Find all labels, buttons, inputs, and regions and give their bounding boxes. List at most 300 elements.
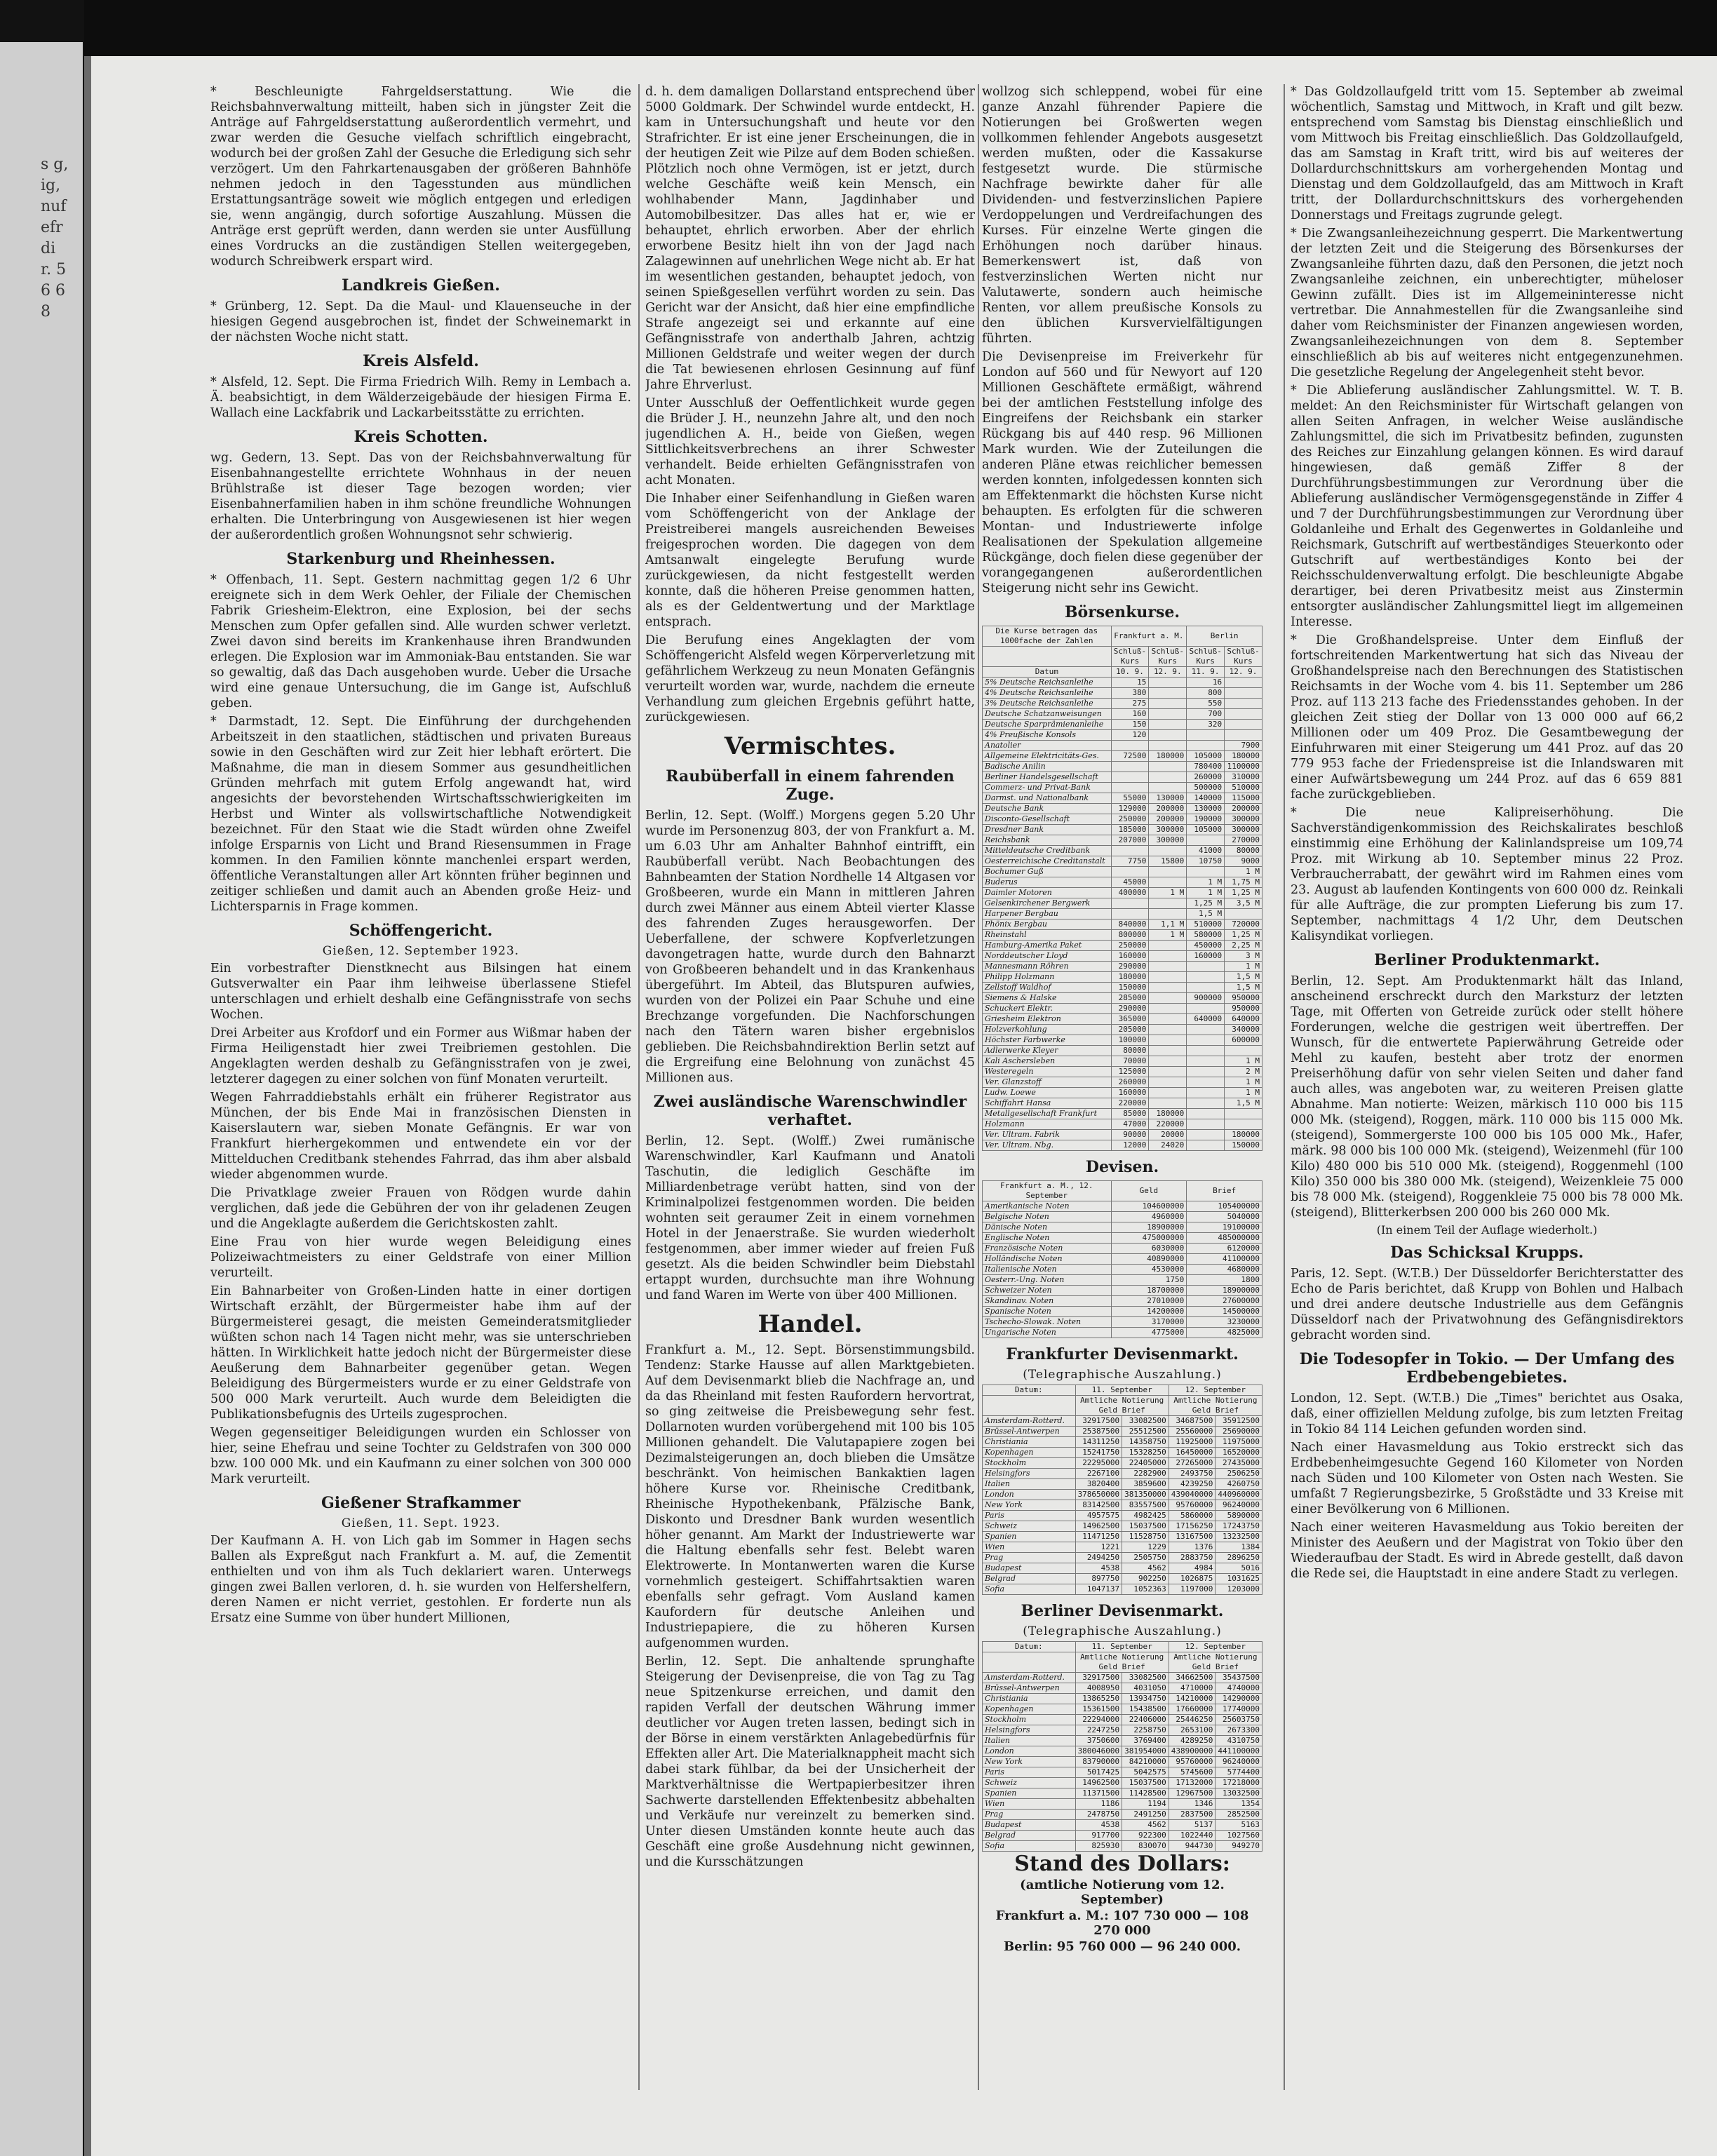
cell-value: 1 M	[1187, 877, 1225, 888]
row-label: 3% Deutsche Reichsanleihe	[983, 699, 1112, 709]
cell-value: 300000	[1225, 814, 1262, 825]
cell-value: 4960000	[1111, 1212, 1187, 1222]
cell-value: 34687500	[1169, 1416, 1216, 1427]
cell-value	[1187, 1067, 1225, 1077]
cell-value: 2493750	[1169, 1469, 1216, 1479]
cell-value: 27600000	[1187, 1296, 1262, 1307]
cell-value: 96240000	[1216, 1757, 1262, 1767]
cell-value: 1 M	[1225, 867, 1262, 877]
cell-value: 4984	[1169, 1563, 1216, 1574]
article-paragraph: Unter Ausschluß der Oeffentlichkeit wurde gegen die Brüder J. H., neunzehn Jahre alt, und den noch jugendlichen A. H., beide von Gießen, wegen Sittlichkeitsverbrechens an ihrer Schwester verhandelt. Beide erhielten Gefängnisstrafen von acht Monaten.	[645, 396, 975, 487]
table-row	[983, 846, 1262, 856]
cell-value: 380	[1111, 688, 1149, 699]
article-paragraph: Eine Frau von hier wurde wegen Beleidigung eines Polizeiwachtmeisters zu einer Geldstrafe von einer Million verurteilt.	[210, 1235, 631, 1280]
row-label: Helsingfors	[983, 1469, 1076, 1479]
cell-value: 12967500	[1169, 1788, 1216, 1799]
cell-value: 14200000	[1111, 1307, 1187, 1317]
table-row	[983, 1317, 1262, 1328]
column-3	[982, 84, 1262, 2118]
cell-value: 4825000	[1187, 1328, 1262, 1338]
section-heading: Vermischtes.	[724, 732, 896, 760]
column-header: Datum:	[983, 1642, 1076, 1652]
cell-value: 260000	[1187, 772, 1225, 783]
devisen-table	[982, 1180, 1262, 1338]
table-row	[983, 1056, 1262, 1067]
table-row	[983, 1532, 1262, 1542]
cell-value: 70000	[1111, 1056, 1149, 1067]
row-label: Tschecho-Slowak. Noten	[983, 1317, 1112, 1328]
table-row	[983, 888, 1262, 898]
cell-value: 260000	[1111, 1077, 1149, 1088]
cell-value: 17156250	[1169, 1521, 1216, 1532]
cell-value: 381350000	[1122, 1490, 1169, 1500]
row-label: Budapest	[983, 1820, 1076, 1831]
cell-value: 290000	[1111, 962, 1149, 972]
cell-value: 5774400	[1216, 1767, 1262, 1778]
cell-value	[1111, 846, 1149, 856]
section-heading: Starkenburg und Rheinhessen.	[286, 550, 556, 568]
cell-value: 1,25 M	[1225, 888, 1262, 898]
cell-value: 1229	[1122, 1542, 1169, 1553]
cell-value	[1149, 772, 1187, 783]
table-row	[983, 1109, 1262, 1119]
cell-value: 275	[1111, 699, 1149, 709]
table-subtitle: (Telegraphische Auszahlung.)	[1023, 1368, 1222, 1382]
cell-value: 1,5 M	[1225, 1098, 1262, 1109]
table-row	[983, 1088, 1262, 1098]
dateline: Gießen, 12. September 1923.	[322, 944, 520, 958]
section-heading: Das Schicksal Krupps.	[1390, 1244, 1584, 1262]
cell-value: 2653100	[1169, 1725, 1216, 1736]
table-row	[983, 1275, 1262, 1286]
column-header: Amtliche Notierung Geld Brief	[1075, 1396, 1169, 1416]
cell-value	[1111, 898, 1149, 909]
table-row	[983, 1014, 1262, 1025]
cell-value	[1111, 867, 1149, 877]
cell-value: 25690000	[1216, 1427, 1262, 1437]
cell-value: 72500	[1111, 751, 1149, 762]
cell-value: 1 M	[1149, 930, 1187, 941]
row-label: Gelsenkirchener Bergwerk	[983, 898, 1112, 909]
cell-value: 5745600	[1169, 1767, 1216, 1778]
cell-value: 6030000	[1111, 1244, 1187, 1254]
cell-value: 2247250	[1075, 1725, 1122, 1736]
cell-value	[1187, 867, 1225, 877]
cell-value: 700	[1187, 709, 1225, 720]
cell-value: 120	[1111, 730, 1149, 741]
cell-value	[1111, 772, 1149, 783]
cell-value	[1187, 1025, 1225, 1035]
cell-value: 300000	[1225, 825, 1262, 835]
cell-value: 3859600	[1122, 1479, 1169, 1490]
dateline: Gießen, 11. Sept. 1923.	[341, 1516, 501, 1530]
row-label: Dresdner Bank	[983, 825, 1112, 835]
cell-value: 185000	[1111, 825, 1149, 835]
cell-value: 4740000	[1216, 1683, 1262, 1694]
table-row	[983, 1841, 1262, 1852]
table-row	[983, 1254, 1262, 1265]
previous-page-edge	[0, 42, 83, 2156]
table-row	[983, 1416, 1262, 1427]
row-label: Holzmann	[983, 1119, 1112, 1130]
table-row	[983, 1767, 1262, 1778]
column-header: 10. 9.	[1111, 667, 1149, 678]
cell-value: 5016	[1216, 1563, 1262, 1574]
column-header: 11. 9.	[1187, 667, 1225, 678]
row-label: Italien	[983, 1736, 1076, 1746]
scan-border-top	[0, 0, 1717, 56]
cell-value: 5860000	[1169, 1511, 1216, 1521]
cell-value: 40890000	[1111, 1254, 1187, 1265]
cell-value: 3170000	[1111, 1317, 1187, 1328]
cell-value: 14500000	[1187, 1307, 1262, 1317]
table-row	[983, 1427, 1262, 1437]
article-paragraph: Die Privatklage zweier Frauen von Rödgen wurde dahin verglichen, daß jede die Gebühren der von ihr geladenen Zeugen und die Angeklagte außerdem die Gerichtskosten zahlt.	[210, 1186, 631, 1231]
article-paragraph: Nach einer Havasmeldung aus Tokio erstreckt sich das Erdbebenheimgesuchte Gegend 160 Kilometer von Norden nach Süden und 100 Kilometer von Osten nach Westen. Sie umfaßt 7 Regierungsbezirke, 5 Großstädte und 33 Kreise mit einer Bevölkerung von 6 Millionen.	[1291, 1441, 1683, 1516]
table-row	[983, 1004, 1262, 1014]
cell-value: 24020	[1149, 1140, 1187, 1151]
cell-value: 365000	[1111, 1014, 1149, 1025]
row-label: Spanische Noten	[983, 1307, 1112, 1317]
column-header: Berlin	[1187, 626, 1262, 647]
article-paragraph: Die Inhaber einer Seifenhandlung in Gießen waren vom Schöffengericht von der Anklage der Preistreiberei mangels ausreichenden Beweises freigesprochen worden. Die dagegen von dem Amtsanwalt eingelegte Berufung wurde zurückgewiesen, da nicht festgestellt werden konnte, daß die höheren Preise genommen hatten, als es der Geldentwertung und der Marktlage entsprach.	[645, 492, 975, 629]
row-label: Badische Anilin	[983, 762, 1112, 772]
cell-value: 1376	[1169, 1542, 1216, 1553]
cell-value: 3,5 M	[1225, 898, 1262, 909]
cell-value	[1149, 678, 1187, 688]
table-row	[983, 1244, 1262, 1254]
table-row	[983, 741, 1262, 751]
row-label: Höchster Farbwerke	[983, 1035, 1112, 1046]
cell-value: 439040000	[1169, 1490, 1216, 1500]
cell-value: 1384	[1216, 1542, 1262, 1553]
cell-value: 4530000	[1111, 1265, 1187, 1275]
cell-value: 220000	[1149, 1119, 1187, 1130]
table-header-row	[983, 626, 1262, 647]
row-label: Prag	[983, 1553, 1076, 1563]
cell-value: 25512500	[1122, 1427, 1169, 1437]
cell-value: 17218000	[1216, 1778, 1262, 1788]
cell-value: 1750	[1111, 1275, 1187, 1286]
cell-value: 180000	[1149, 751, 1187, 762]
cell-value: 25560000	[1169, 1427, 1216, 1437]
cell-value: 1027560	[1216, 1831, 1262, 1841]
row-label: Amsterdam-Rotterd.	[983, 1673, 1076, 1683]
cell-value: 510000	[1187, 919, 1225, 930]
column-header: Schluß-Kurs	[1111, 647, 1149, 667]
row-label: Kali Aschersleben	[983, 1056, 1112, 1067]
table-row	[983, 919, 1262, 930]
cell-value: 13032500	[1216, 1788, 1262, 1799]
cell-value	[1149, 993, 1187, 1004]
table-row	[983, 867, 1262, 877]
cell-value: 4538	[1075, 1820, 1122, 1831]
cell-value: 4957575	[1075, 1511, 1122, 1521]
table-row	[983, 1307, 1262, 1317]
cell-value: 285000	[1111, 993, 1149, 1004]
cell-value: 2494250	[1075, 1553, 1122, 1563]
column-rule	[978, 84, 979, 2090]
table-row	[983, 1469, 1262, 1479]
column-header: Schluß-Kurs	[1225, 647, 1262, 667]
cell-value: 125000	[1111, 1067, 1149, 1077]
cell-value: 950000	[1225, 993, 1262, 1004]
cell-value	[1149, 699, 1187, 709]
cell-value	[1187, 983, 1225, 993]
cell-value: 84210000	[1122, 1757, 1169, 1767]
cell-value: 340000	[1225, 1025, 1262, 1035]
cell-value	[1187, 741, 1225, 751]
cell-value: 438900000	[1169, 1746, 1216, 1757]
article-paragraph: Wegen gegenseitiger Beleidigungen wurden ein Schlosser von hier, seine Ehefrau und seine Tochter zu Geldstrafen von 300 000 bzw. 100 000 Mk. und ein Kaufmann zu einer solchen von 300 000 Mark verurteilt.	[210, 1426, 631, 1486]
cell-value: 17740000	[1216, 1704, 1262, 1715]
row-label: Disconto-Gesellschaft	[983, 814, 1112, 825]
table-row	[983, 772, 1262, 783]
cell-value: 33082500	[1122, 1416, 1169, 1427]
cell-value: 1,5 M	[1225, 972, 1262, 983]
cell-value: 1047137	[1075, 1584, 1122, 1595]
cell-value: 27435000	[1216, 1458, 1262, 1469]
cell-value: 15037500	[1122, 1521, 1169, 1532]
cell-value: 441100000	[1216, 1746, 1262, 1757]
row-label: Holländische Noten	[983, 1254, 1112, 1265]
cell-value: 3750600	[1075, 1736, 1122, 1746]
cell-value	[1149, 720, 1187, 730]
cell-value	[1187, 1088, 1225, 1098]
section-heading: Raubüberfall in einem fahrenden Zuge.	[666, 767, 955, 804]
cell-value: 300000	[1149, 825, 1187, 835]
cell-value: 7750	[1111, 856, 1149, 867]
cell-value: 3230000	[1187, 1317, 1262, 1328]
cell-value: 580000	[1187, 930, 1225, 941]
cell-value	[1149, 1025, 1187, 1035]
boersenkurse-table	[982, 626, 1262, 1151]
cell-value: 4562	[1122, 1563, 1169, 1574]
cell-value: 90000	[1111, 1130, 1149, 1140]
cell-value: 129000	[1111, 804, 1149, 814]
column-header: Schluß-Kurs	[1187, 647, 1225, 667]
table-row	[983, 1265, 1262, 1275]
article-paragraph: Berlin, 12. Sept. Am Produktenmarkt hält das Inland, anscheinend erschreckt durch den Marksturz der letzten Tage, mit Offerten von Getreide zurück oder stellt höhere Forderungen, welche die gestrigen weit übertreffen. Der Wunsch, für die entwertete Papierwährung Getreide oder Mehl zu kaufen, besteht aber trotz der enormen Preiserhöhung dafür von sehr vielen Seiten und daher fand auch alles, was angeboten war, zu weiteren Preisen glatte Abnahme. Man notierte: Weizen, märkisch 110 000 bis 115 000 Mk. (steigend), Roggen, märk. 110 000 bis 115 000 Mk. (steigend), Sommergerste 100 000 bis 105 000 Mk., Hafer, märk. 98 000 bis 100 000 Mk. (steigend), Weizenmehl (für 100 Kilo) 480 000 bis 510 000 Mk. (steigend), Roggenmehl (100 Kilo) 350 000 bis 380 000 Mk. (steigend), Weizenkleie 75 000 bis 78 000 Mk. (steigend), Roggenkleie 75 000 bis 78 000 Mk. (steigend), Blitterkerbsen 200 000 bis 260 000 Mk.	[1291, 974, 1683, 1220]
cell-value: 4680000	[1187, 1265, 1262, 1275]
cell-value	[1149, 1004, 1187, 1014]
row-label: Harpener Bergbau	[983, 909, 1112, 919]
column-header: 11. September	[1075, 1642, 1169, 1652]
table-row	[983, 1077, 1262, 1088]
cell-value: 14358750	[1122, 1437, 1169, 1448]
row-label: Schweiz	[983, 1521, 1076, 1532]
row-label: Oesterr.-Ung. Noten	[983, 1275, 1112, 1286]
cell-value: 4239250	[1169, 1479, 1216, 1490]
row-label: Ver. Ultram. Fabrik	[983, 1130, 1112, 1140]
row-label: Stockholm	[983, 1715, 1076, 1725]
table-row	[983, 730, 1262, 741]
table-row	[983, 1500, 1262, 1511]
cell-value: 2,25 M	[1225, 941, 1262, 951]
previous-page-edge-text: s g, ig, nuf efr di r. 5 6 6 8	[41, 156, 69, 321]
table-header-row	[983, 1396, 1262, 1416]
cell-value: 830070	[1122, 1841, 1169, 1852]
cell-value: 14962500	[1075, 1521, 1122, 1532]
row-label: Deutsche Schatzanweisungen	[983, 709, 1112, 720]
cell-value: 180000	[1225, 1130, 1262, 1140]
column-header: Frankfurt a. M.	[1111, 626, 1187, 647]
cell-value: 250000	[1111, 814, 1149, 825]
cell-value: 475000000	[1111, 1233, 1187, 1244]
table-row	[983, 1831, 1262, 1841]
row-label: Sofia	[983, 1584, 1076, 1595]
row-label: Dänische Noten	[983, 1222, 1112, 1233]
cell-value	[1187, 1130, 1225, 1140]
cell-value: 220000	[1111, 1098, 1149, 1109]
frankfurt-devisen-table	[982, 1384, 1262, 1595]
cell-value	[1225, 688, 1262, 699]
cell-value: 83142500	[1075, 1500, 1122, 1511]
column-header: Amtliche Notierung Geld Brief	[1169, 1652, 1262, 1673]
cell-value	[1187, 1004, 1225, 1014]
cell-value: 4008950	[1075, 1683, 1122, 1694]
row-label: Brüssel-Antwerpen	[983, 1683, 1076, 1694]
table-row	[983, 804, 1262, 814]
cell-value: 400000	[1111, 888, 1149, 898]
column-1	[210, 84, 631, 2118]
article-paragraph: Der Kaufmann A. H. von Lich gab im Sommer in Hagen sechs Ballen als Expreßgut nach Frankfurt a. M. auf, die Zementit enthielten und von ihm als Tuch deklariert waren. Unterwegs gingen zwei Ballen verloren, d. h. sie wurden von Helfershelfern, deren Namen er nicht verriet, gestohlen. Er forderte nun als Ersatz eine Summe von über hundert Millionen,	[210, 1534, 631, 1625]
section-heading: Kreis Schotten.	[354, 428, 488, 446]
dollar-subtitle: (amtliche Notierung vom 12. September)	[1020, 1878, 1225, 1907]
row-label: Metallgesellschaft Frankfurt	[983, 1109, 1112, 1119]
table-header-row	[983, 1652, 1262, 1673]
cell-value: 150	[1111, 720, 1149, 730]
table-row	[983, 1035, 1262, 1046]
row-label: Deutsche Sparprämienanleihe	[983, 720, 1112, 730]
cell-value: 320	[1187, 720, 1225, 730]
row-label: 5% Deutsche Reichsanleihe	[983, 678, 1112, 688]
cell-value: 800000	[1111, 930, 1149, 941]
column-header: Amtliche Notierung Geld Brief	[1075, 1652, 1169, 1673]
row-label: Brüssel-Antwerpen	[983, 1427, 1076, 1437]
table-row	[983, 909, 1262, 919]
table-row	[983, 1757, 1262, 1767]
table-row	[983, 1521, 1262, 1532]
cell-value	[1225, 730, 1262, 741]
cell-value: 10750	[1187, 856, 1225, 867]
row-label: Christiania	[983, 1694, 1076, 1704]
article-paragraph: * Offenbach, 11. Sept. Gestern nachmittag gegen 1/2 6 Uhr ereignete sich in dem Werk Oehler, der Filiale der Chemischen Fabrik Griesheim-Elektron, eine Explosion, bei der sechs Menschen zum Opfer gefallen sind. Alle wurden schwer verletzt. Zwei davon sind bereits im Krankenhause ihren Brandwunden erlegen. Die Explosion war im Ammoniak-Bau entstanden. Sie war so gewaltig, daß das Dach ausgehoben wurde. Ueber die Ursache wird eine genaue Untersuchung, die im Gange ist, Aufschluß geben.	[210, 573, 631, 710]
table-row	[983, 1212, 1262, 1222]
cell-value: 1354	[1216, 1799, 1262, 1810]
article-paragraph: wg. Gedern, 13. Sept. Das von der Reichsbahnverwaltung für Eisenbahnangestellte errichtete Wohnhaus in der neuen Brühlstraße ist dieser Tage bezogen worden; vier Eisenbahnerfamilien haben in ihm schöne freundliche Wohnungen erhalten. Die Unterbringung von Ausgewiesenen ist hier wegen der außerordentlich großen Wohnungsnot sehr schwierig.	[210, 451, 631, 542]
article-paragraph: * Die Zwangsanleihezeichnung gesperrt. Die Markentwertung der letzten Zeit und die Steigerung des Börsenkurses der Zwangsanleihe führten dazu, daß den Personen, die jetzt noch Zwangsanleihe zeichnen, ein unberechtigter, müheloser Gewinn zufällt. Dies ist im Allgemeininteresse nicht vertretbar. Die Annahmestellen für die Zwangsanleihe sind daher vom Reichsminister der Finanzen angewiesen worden, Zwangsanleihezeichnungen von dem 8. September einschließlich ab bis auf weiteres nicht entgegenzunehmen. Die gesetzliche Regelung der Angelegenheit steht bevor.	[1291, 227, 1683, 379]
cell-value: 4982425	[1122, 1511, 1169, 1521]
cell-value	[1149, 1098, 1187, 1109]
cell-value: 190000	[1187, 814, 1225, 825]
cell-value	[1149, 1088, 1187, 1098]
cell-value	[1149, 972, 1187, 983]
row-label: Daimler Motoren	[983, 888, 1112, 898]
row-label: Stockholm	[983, 1458, 1076, 1469]
table-row	[983, 1046, 1262, 1056]
table-row	[983, 1511, 1262, 1521]
cell-value	[1187, 1098, 1225, 1109]
cell-value: 200000	[1225, 804, 1262, 814]
row-label: Griesheim Elektron	[983, 1014, 1112, 1025]
section-heading: Frankfurter Devisenmarkt.	[1006, 1345, 1239, 1363]
row-label: Oesterreichische Creditanstalt	[983, 856, 1112, 867]
row-label: Holzverkohlung	[983, 1025, 1112, 1035]
article-paragraph: Ein vorbestrafter Dienstknecht aus Bilsingen hat einem Gutsverwalter ein Paar ihm leihweise überlassene Stiefel unterschlagen und erhielt deshalb eine Gefängnisstrafe von sechs Wochen.	[210, 962, 631, 1022]
article-paragraph: * Das Goldzollaufgeld tritt vom 15. September ab zweimal wöchentlich, Samstag und Mittwoch, in Kraft und gilt bezw. entsprechend vom Samstag bis Dienstag einschließlich und vom Mittwoch bis Freitag einschließlich. Das Goldzollaufgeld, das am Samstag in Kraft tritt, wird bis auf weiteres der Dollardurchschnittskurs am vorhergehenden Montag und Dienstag und dem Goldzollaufgeld, das am Mittwoch in Kraft tritt, der Dollardurchschnittskurs des vorhergehenden Donnerstags und Freitags zugrunde gelegt.	[1291, 85, 1683, 222]
cell-value: 11528750	[1122, 1532, 1169, 1542]
row-label: Skandinav. Noten	[983, 1296, 1112, 1307]
cell-value: 14962500	[1075, 1778, 1122, 1788]
cell-value	[1149, 877, 1187, 888]
cell-value: 150000	[1225, 1140, 1262, 1151]
cell-value: 15037500	[1122, 1778, 1169, 1788]
cell-value: 22294000	[1075, 1715, 1122, 1725]
cell-value: 15328250	[1122, 1448, 1169, 1458]
section-heading: Berliner Devisenmarkt.	[1021, 1602, 1224, 1620]
cell-value	[1111, 741, 1149, 751]
row-label: Spanien	[983, 1532, 1076, 1542]
cell-value: 2478750	[1075, 1810, 1122, 1820]
cell-value: 1186	[1075, 1799, 1122, 1810]
cell-value: 1,25 M	[1225, 930, 1262, 941]
column-header: Geld	[1111, 1181, 1187, 1201]
cell-value: 41000	[1187, 846, 1225, 856]
section-heading: Schöffengericht.	[349, 922, 493, 940]
cell-value: 4538	[1075, 1563, 1122, 1574]
row-label: Kopenhagen	[983, 1448, 1076, 1458]
cell-value	[1149, 762, 1187, 772]
row-label: Commerz- und Privat-Bank	[983, 783, 1112, 793]
cell-value: 1,75 M	[1225, 877, 1262, 888]
cell-value: 22406000	[1122, 1715, 1169, 1725]
cell-value: 3769400	[1122, 1736, 1169, 1746]
cell-value: 25387500	[1075, 1427, 1122, 1437]
cell-value	[1149, 709, 1187, 720]
column-header: Amtliche Notierung Geld Brief	[1169, 1396, 1262, 1416]
row-label: Ludw. Loewe	[983, 1088, 1112, 1098]
row-label: Amsterdam-Rotterd.	[983, 1416, 1076, 1427]
cell-value	[1187, 1077, 1225, 1088]
cell-value: 2282900	[1122, 1469, 1169, 1479]
column-header	[983, 1396, 1076, 1416]
column-rule	[638, 84, 640, 2090]
cell-value: 14210000	[1169, 1694, 1216, 1704]
section-heading: Kreis Alsfeld.	[363, 352, 479, 370]
cell-value: 1052363	[1122, 1584, 1169, 1595]
table-row	[983, 1810, 1262, 1820]
table-row	[983, 814, 1262, 825]
cell-value: 85000	[1111, 1109, 1149, 1119]
cell-value: 2267100	[1075, 1469, 1122, 1479]
cell-value: 25603750	[1216, 1715, 1262, 1725]
table-row	[983, 1778, 1262, 1788]
column-header: 12. 9.	[1149, 667, 1187, 678]
article-paragraph: Berlin, 12. Sept. (Wolff.) Morgens gegen 5.20 Uhr wurde im Personenzug 803, der von Frankfurt a. M. um 6.03 Uhr am Anhalter Bahnhof eintrifft, ein Raubüberfall verübt. Nach Beobachtungen des Bahnbeamten der Station Nordhelle 14 Altgasen vor Großbeeren, wurde ein Mann in mittleren Jahren durch zwei Männer aus einem Abteil vierter Klasse des fahrenden Zuges herausgeworfen. Der Ueberfallene, der schwere Kopfverletzungen davongetragen hatte, wurde durch den Bahnarzt von Großbeeren behandelt und in das Krankenhaus übergeführt. Im Abteil, das Blutspuren aufwies, wurden von der Polizei ein Paar Schuhe und eine Brechzange vorgefunden. Die Nachforschungen nach den Tätern waren bisher ergebnislos geblieben. Die Reichsbahndirektion Berlin setzt auf die Ergreifung eine Belohnung von zunächst 45 Millionen aus.	[645, 809, 975, 1085]
table-row	[983, 1458, 1262, 1469]
cell-value: 180000	[1111, 972, 1149, 983]
cell-value: 140000	[1187, 793, 1225, 804]
row-label: Belgrad	[983, 1831, 1076, 1841]
row-label: Schweiz	[983, 1778, 1076, 1788]
section-heading: Zwei ausländische Warenschwindler verhaftet.	[653, 1093, 967, 1129]
cell-value: 4289250	[1169, 1736, 1216, 1746]
row-label: Spanien	[983, 1788, 1076, 1799]
row-label: Berliner Handelsgesellschaft	[983, 772, 1112, 783]
cell-value: 205000	[1111, 1025, 1149, 1035]
cell-value: 5040000	[1187, 1212, 1262, 1222]
